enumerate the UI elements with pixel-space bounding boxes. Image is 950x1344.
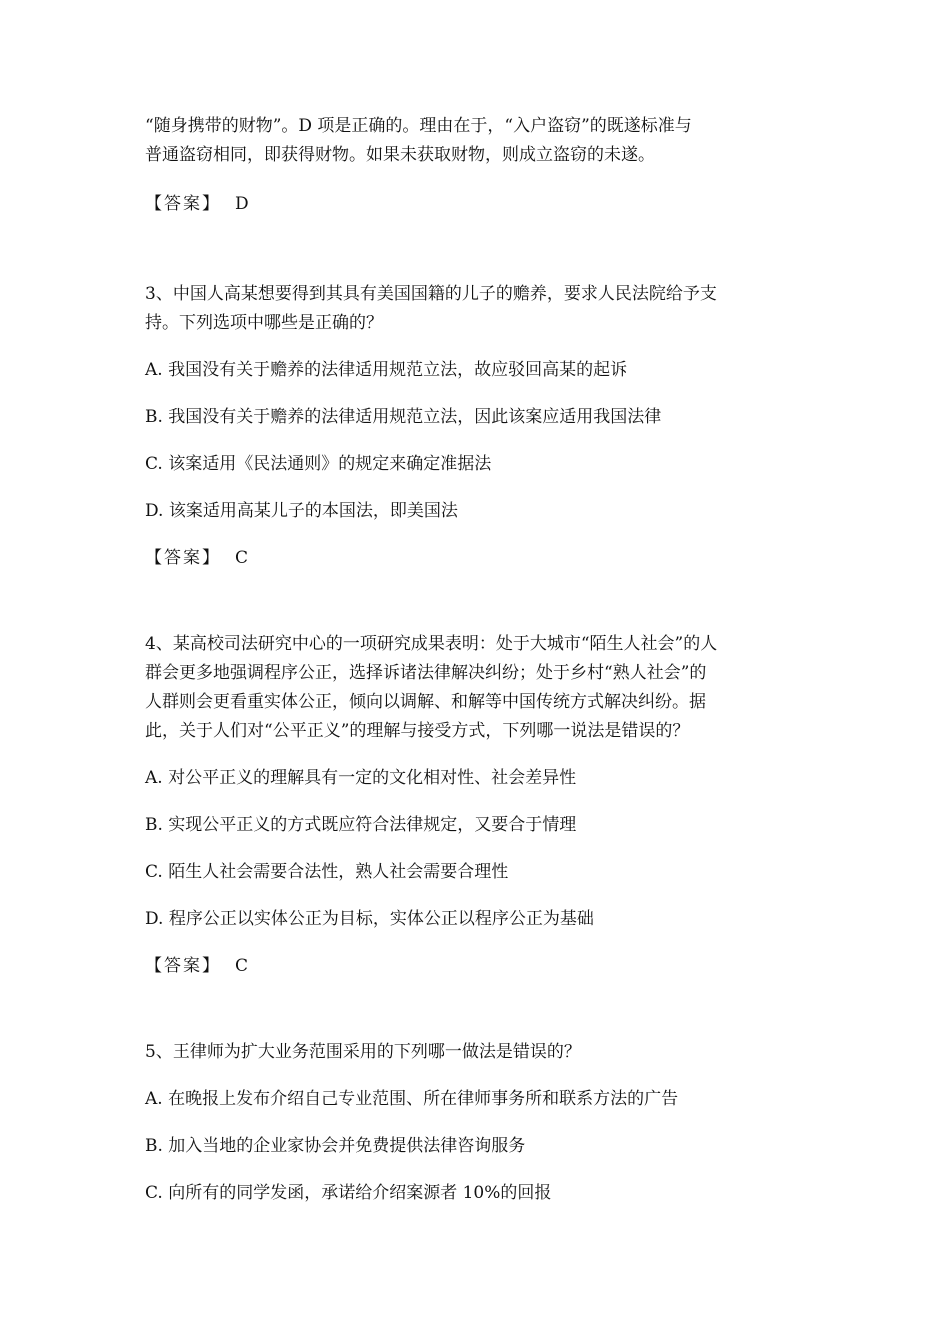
option-a: A. 对公平正义的理解具有一定的文化相对性、社会差异性 [145, 768, 577, 788]
answer-intro [145, 190, 805, 219]
question-5 [145, 1038, 805, 1208]
question-stem-line: 人群则会更看重实体公正，倾向以调解、和解等中国传统方式解决纠纷。据 [145, 692, 706, 712]
option-b: B. 实现公平正义的方式既应符合法律规定，又要合于情理 [145, 815, 577, 835]
option-d: D. 该案适用高某儿子的本国法，即美国法 [145, 501, 458, 521]
answer-value: D [235, 194, 249, 214]
question-stem-line: 4、某高校司法研究中心的一项研究成果表明：处于大城市“陌生人社会”的人 [145, 634, 718, 654]
answer-label: 【答案】 [145, 956, 221, 976]
question-stem-line: 此，关于人们对“公平正义”的理解与接受方式，下列哪一说法是错误的？ [145, 721, 690, 741]
intro-line: 普通盗窃相同，即获得财物。如果未获取财物，则成立盗窃的未遂。 [145, 145, 655, 165]
option-b: B. 加入当地的企业家协会并免费提供法律咨询服务 [145, 1136, 526, 1156]
document-page [145, 112, 805, 1208]
option-c: C. 向所有的同学发函，承诺给介绍案源者 10%的回报 [145, 1183, 552, 1203]
answer-value: C [235, 548, 249, 568]
option-a: A. 在晚报上发布介绍自己专业范围、所在律师事务所和联系方法的广告 [145, 1089, 679, 1109]
option-d: D. 程序公正以实体公正为目标，实体公正以程序公正为基础 [145, 909, 594, 929]
question-stem-line: 持。下列选项中哪些是正确的？ [145, 313, 383, 333]
option-c: C. 陌生人社会需要合法性，熟人社会需要合理性 [145, 862, 509, 882]
answer-q4 [145, 952, 805, 981]
answer-value: C [235, 956, 249, 976]
option-b: B. 我国没有关于赡养的法律适用规范立法，因此该案应适用我国法律 [145, 407, 662, 427]
question-stem-line: 群会更多地强调程序公正，选择诉诸法律解决纠纷；处于乡村“熟人社会”的 [145, 663, 707, 683]
intro-line: “随身携带的财物”。D 项是正确的。理由在于，“入户盗窃”的既遂标准与 [145, 116, 692, 136]
question-stem-line: 5、王律师为扩大业务范围采用的下列哪一做法是错误的？ [145, 1042, 581, 1062]
question-4 [145, 630, 805, 981]
answer-label: 【答案】 [145, 548, 221, 568]
question-stem-line: 3、中国人高某想要得到其具有美国国籍的儿子的赡养，要求人民法院给予支 [145, 284, 717, 304]
option-c: C. 该案适用《民法通则》的规定来确定准据法 [145, 454, 492, 474]
answer-label: 【答案】 [145, 194, 221, 214]
option-a: A. 我国没有关于赡养的法律适用规范立法，故应驳回高某的起诉 [145, 360, 628, 380]
answer-q3 [145, 544, 805, 573]
question-3 [145, 280, 805, 573]
intro-paragraph [145, 112, 805, 170]
